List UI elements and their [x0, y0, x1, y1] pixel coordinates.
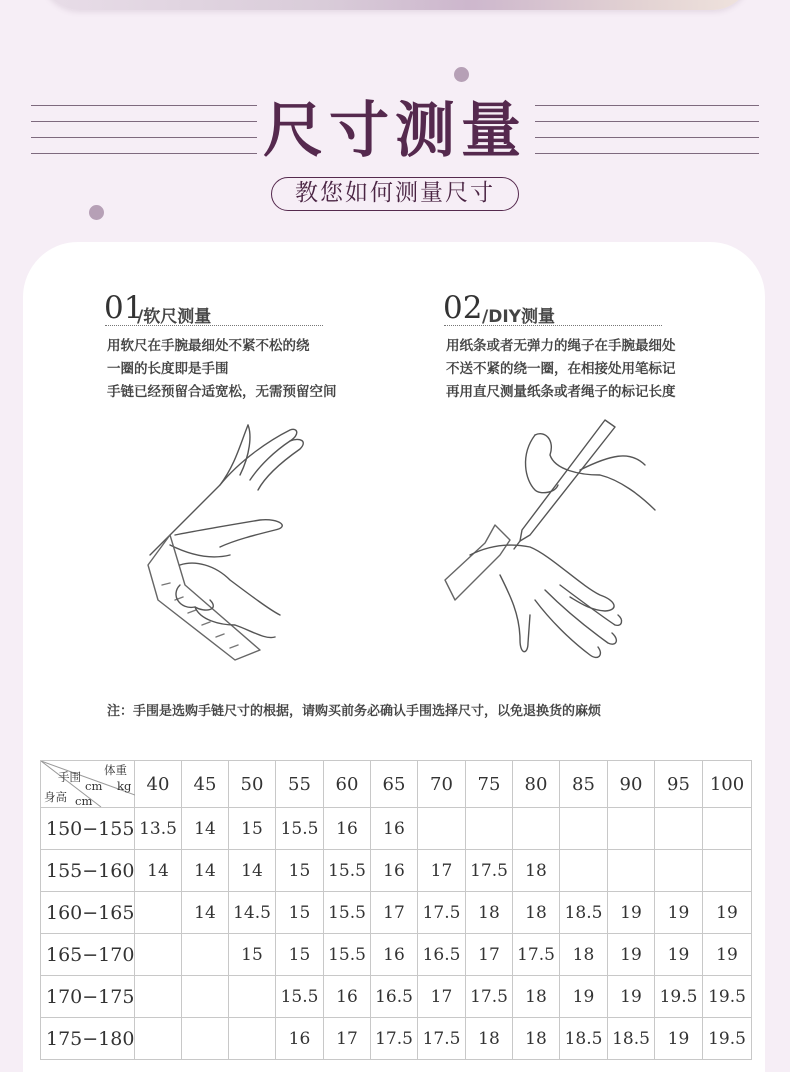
wrist-size-cell: 17: [418, 976, 466, 1018]
wrist-size-cell: [135, 1018, 182, 1060]
wrist-size-cell: 17.5: [466, 850, 513, 892]
wrist-size-cell: 14: [229, 850, 276, 892]
step2-divider: [444, 325, 662, 326]
wrist-size-cell: 17.5: [513, 934, 560, 976]
weight-header: 85: [560, 761, 608, 808]
wrist-size-cell: 19: [560, 976, 608, 1018]
corner-cm-bottom: cm: [75, 794, 93, 808]
weight-header: 65: [371, 761, 418, 808]
size-chart-table: [40, 760, 752, 1060]
wrist-size-cell: [655, 808, 703, 850]
wrist-size-cell: 18: [466, 1018, 513, 1060]
wrist-size-cell: 14: [182, 892, 229, 934]
hand-paper-strip-illustration: [440, 415, 665, 665]
wrist-size-cell: [608, 808, 655, 850]
wrist-size-cell: 16: [371, 850, 418, 892]
wrist-size-cell: [182, 976, 229, 1018]
table-header-row: [41, 761, 752, 808]
decor-dot: [454, 67, 469, 82]
wrist-size-cell: 17.5: [418, 892, 466, 934]
wrist-size-cell: 16: [276, 1018, 324, 1060]
step1-label: /软尺测量: [137, 307, 212, 327]
title-lines-left: [31, 105, 257, 157]
wrist-size-cell: 18: [513, 1018, 560, 1060]
table-row: [41, 1018, 752, 1060]
wrist-size-cell: [229, 976, 276, 1018]
title-lines-right: [535, 105, 759, 157]
corner-weight-label: 体重: [104, 763, 127, 777]
step2-label: /DIY测量: [482, 307, 555, 327]
wrist-size-cell: 15.5: [324, 934, 371, 976]
step2-line: 再用直尺测量纸条或者绳子的标记长度: [446, 384, 676, 400]
table-row: [41, 808, 752, 850]
step2-line: 不送不紧的绕一圈，在相接处用笔标记: [446, 361, 676, 377]
wrist-size-cell: 17: [371, 892, 418, 934]
step2-line: 用纸条或者无弹力的绳子在手腕最细处: [446, 338, 676, 354]
step2-text: [446, 335, 676, 404]
wrist-size-cell: 15: [276, 934, 324, 976]
height-range-cell: 150−155: [41, 808, 135, 850]
wrist-size-cell: 17: [418, 850, 466, 892]
height-range-cell: 175−180: [41, 1018, 135, 1060]
wrist-size-cell: 13.5: [135, 808, 182, 850]
wrist-size-cell: 19: [655, 1018, 703, 1060]
wrist-size-cell: [608, 850, 655, 892]
hand-tape-measure-illustration: [140, 415, 330, 665]
wrist-size-cell: [229, 1018, 276, 1060]
weight-header: 80: [513, 761, 560, 808]
wrist-size-cell: 19: [703, 934, 752, 976]
wrist-size-cell: [135, 892, 182, 934]
wrist-size-cell: 15.5: [276, 976, 324, 1018]
height-range-cell: 155−160: [41, 850, 135, 892]
wrist-size-cell: 17: [324, 1018, 371, 1060]
step1-text: [107, 335, 337, 404]
wrist-size-cell: 17.5: [371, 1018, 418, 1060]
wrist-size-cell: 19: [655, 934, 703, 976]
wrist-size-cell: 19: [608, 976, 655, 1018]
weight-header: 60: [324, 761, 371, 808]
wrist-size-cell: 15: [229, 808, 276, 850]
corner-cm-top: cm: [85, 779, 103, 793]
weight-header: 45: [182, 761, 229, 808]
wrist-size-cell: [513, 808, 560, 850]
wrist-size-cell: 16: [324, 976, 371, 1018]
wrist-size-cell: 17.5: [418, 1018, 466, 1060]
step2-number: 02: [443, 290, 483, 326]
weight-header: 50: [229, 761, 276, 808]
wrist-size-cell: 16.5: [418, 934, 466, 976]
table-row: [41, 892, 752, 934]
wrist-size-cell: 19: [608, 934, 655, 976]
wrist-size-cell: 15.5: [324, 850, 371, 892]
wrist-size-cell: 16: [324, 808, 371, 850]
wrist-size-cell: 18.5: [560, 892, 608, 934]
step1-line: 手链已经预留合适宽松，无需预留空间: [107, 384, 337, 400]
wrist-size-cell: 18: [513, 976, 560, 1018]
weight-header: 75: [466, 761, 513, 808]
table-row: [41, 934, 752, 976]
wrist-size-cell: [182, 1018, 229, 1060]
wrist-size-cell: 19.5: [703, 1018, 752, 1060]
wrist-size-cell: 18.5: [608, 1018, 655, 1060]
height-range-cell: 170−175: [41, 976, 135, 1018]
wrist-size-cell: [560, 808, 608, 850]
wrist-size-cell: 19.5: [655, 976, 703, 1018]
step1-number: 01: [104, 290, 144, 326]
weight-header: 55: [276, 761, 324, 808]
weight-header: 40: [135, 761, 182, 808]
wrist-size-cell: 14.5: [229, 892, 276, 934]
wrist-size-cell: [135, 976, 182, 1018]
wrist-size-cell: 17: [466, 934, 513, 976]
page-subtitle: 教您如何测量尺寸: [271, 177, 519, 211]
wrist-size-cell: 18.5: [560, 1018, 608, 1060]
wrist-size-cell: 15.5: [324, 892, 371, 934]
measurement-note: 注：手围是选购手链尺寸的根据，请购买前务必确认手围选择尺寸，以免退换货的麻烦: [107, 704, 602, 719]
wrist-size-cell: [418, 808, 466, 850]
wrist-size-cell: [135, 934, 182, 976]
height-range-cell: 160−165: [41, 892, 135, 934]
top-product-photo: [40, 0, 752, 10]
wrist-size-cell: [182, 934, 229, 976]
wrist-size-cell: 15: [229, 934, 276, 976]
step1-line: 一圈的长度即是手围: [107, 361, 229, 377]
height-range-cell: 165−170: [41, 934, 135, 976]
weight-header: 70: [418, 761, 466, 808]
wrist-size-cell: 18: [466, 892, 513, 934]
wrist-size-cell: 16: [371, 934, 418, 976]
corner-kg: kg: [117, 779, 132, 793]
weight-header: 100: [703, 761, 752, 808]
corner-wrist-label: 手围: [58, 770, 81, 784]
wrist-size-cell: [560, 850, 608, 892]
wrist-size-cell: 14: [182, 808, 229, 850]
wrist-size-cell: 18: [513, 850, 560, 892]
step1-divider: [105, 325, 323, 326]
wrist-size-cell: 19: [703, 892, 752, 934]
wrist-size-cell: [703, 850, 752, 892]
wrist-size-cell: 15: [276, 892, 324, 934]
wrist-size-cell: 19: [608, 892, 655, 934]
decor-dot: [89, 205, 104, 220]
wrist-size-cell: 19.5: [703, 976, 752, 1018]
wrist-size-cell: 16: [371, 808, 418, 850]
wrist-size-cell: 18: [513, 892, 560, 934]
weight-header: 90: [608, 761, 655, 808]
wrist-size-cell: 16.5: [371, 976, 418, 1018]
table-corner-cell: [41, 761, 135, 808]
wrist-size-cell: 15.5: [276, 808, 324, 850]
wrist-size-cell: 14: [182, 850, 229, 892]
wrist-size-cell: [703, 808, 752, 850]
wrist-size-cell: 14: [135, 850, 182, 892]
wrist-size-cell: 15: [276, 850, 324, 892]
table-row: [41, 976, 752, 1018]
corner-height-label: 身高: [44, 790, 67, 804]
step1-line: 用软尺在手腕最细处不紧不松的绕: [107, 338, 310, 354]
table-row: [41, 850, 752, 892]
wrist-size-cell: [466, 808, 513, 850]
page-title: 尺寸测量: [263, 96, 527, 166]
wrist-size-cell: 17.5: [466, 976, 513, 1018]
wrist-size-cell: [655, 850, 703, 892]
weight-header: 95: [655, 761, 703, 808]
wrist-size-cell: 19: [655, 892, 703, 934]
wrist-size-cell: 18: [560, 934, 608, 976]
